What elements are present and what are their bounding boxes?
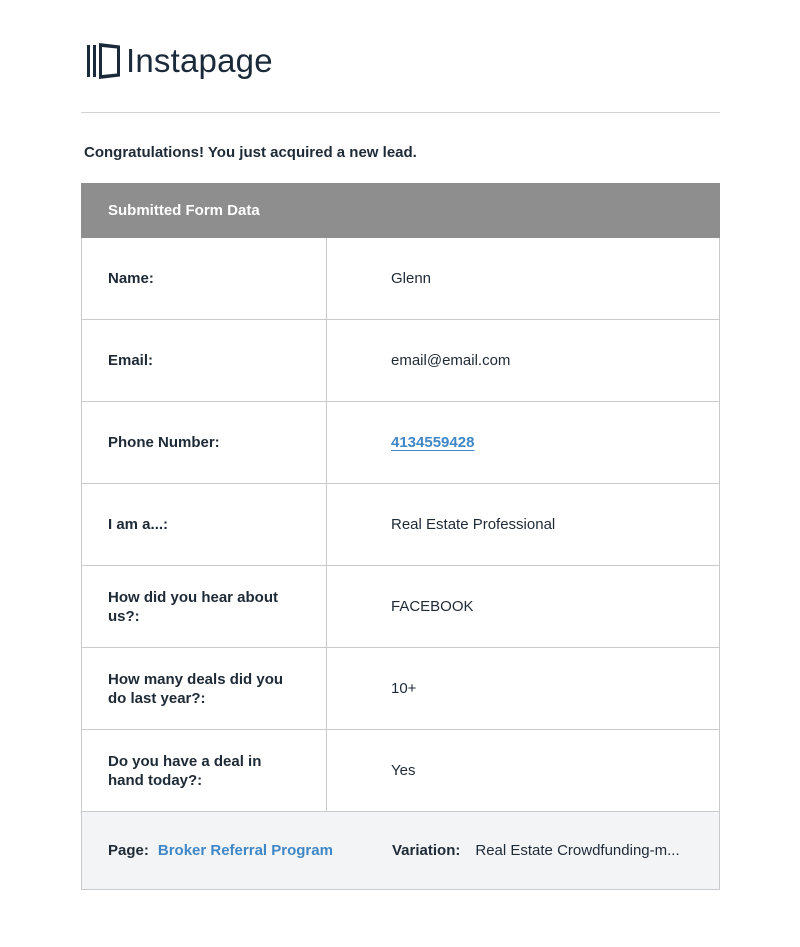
field-label: How did you hear about us?: [108, 588, 279, 625]
field-label: I am a...: [108, 516, 169, 533]
table-footer [82, 812, 719, 889]
form-data-table [81, 183, 720, 890]
variation-value: Real Estate Crowdfunding-m... [475, 842, 680, 859]
intro-message: Congratulations! You just acquired a new lead. [84, 144, 417, 161]
field-value: Real Estate Professional [391, 516, 556, 533]
field-value: Yes [391, 762, 416, 779]
table-row-source [82, 566, 719, 648]
phone-link[interactable]: 4134559428 [391, 434, 475, 451]
field-value: 10+ [391, 680, 417, 697]
variation-label: Variation: [392, 842, 461, 859]
field-label: How many deals did you do last year?: [108, 670, 284, 707]
field-value: Glenn [391, 270, 432, 287]
field-label: Phone Number: [108, 434, 220, 451]
page-link[interactable]: Broker Referral Program [157, 842, 333, 859]
table-row-name [82, 238, 719, 320]
table-header: Submitted Form Data [81, 183, 720, 238]
field-label: Name: [108, 270, 154, 287]
table-row-email [82, 320, 719, 402]
field-label: Email: [108, 352, 154, 369]
field-value: FACEBOOK [391, 598, 474, 615]
field-value: email@email.com [391, 352, 511, 369]
table-row-deal-in-hand [82, 730, 719, 812]
table-row-phone [82, 402, 719, 484]
instapage-logo[interactable] [86, 42, 273, 80]
header-divider [81, 112, 720, 113]
table-row-role [82, 484, 719, 566]
brand-name: Instapage [126, 42, 273, 79]
field-label: Do you have a deal in hand today?: [108, 752, 262, 789]
page-label: Page: [108, 842, 149, 859]
instapage-logo-icon [86, 42, 122, 80]
table-row-deals [82, 648, 719, 730]
